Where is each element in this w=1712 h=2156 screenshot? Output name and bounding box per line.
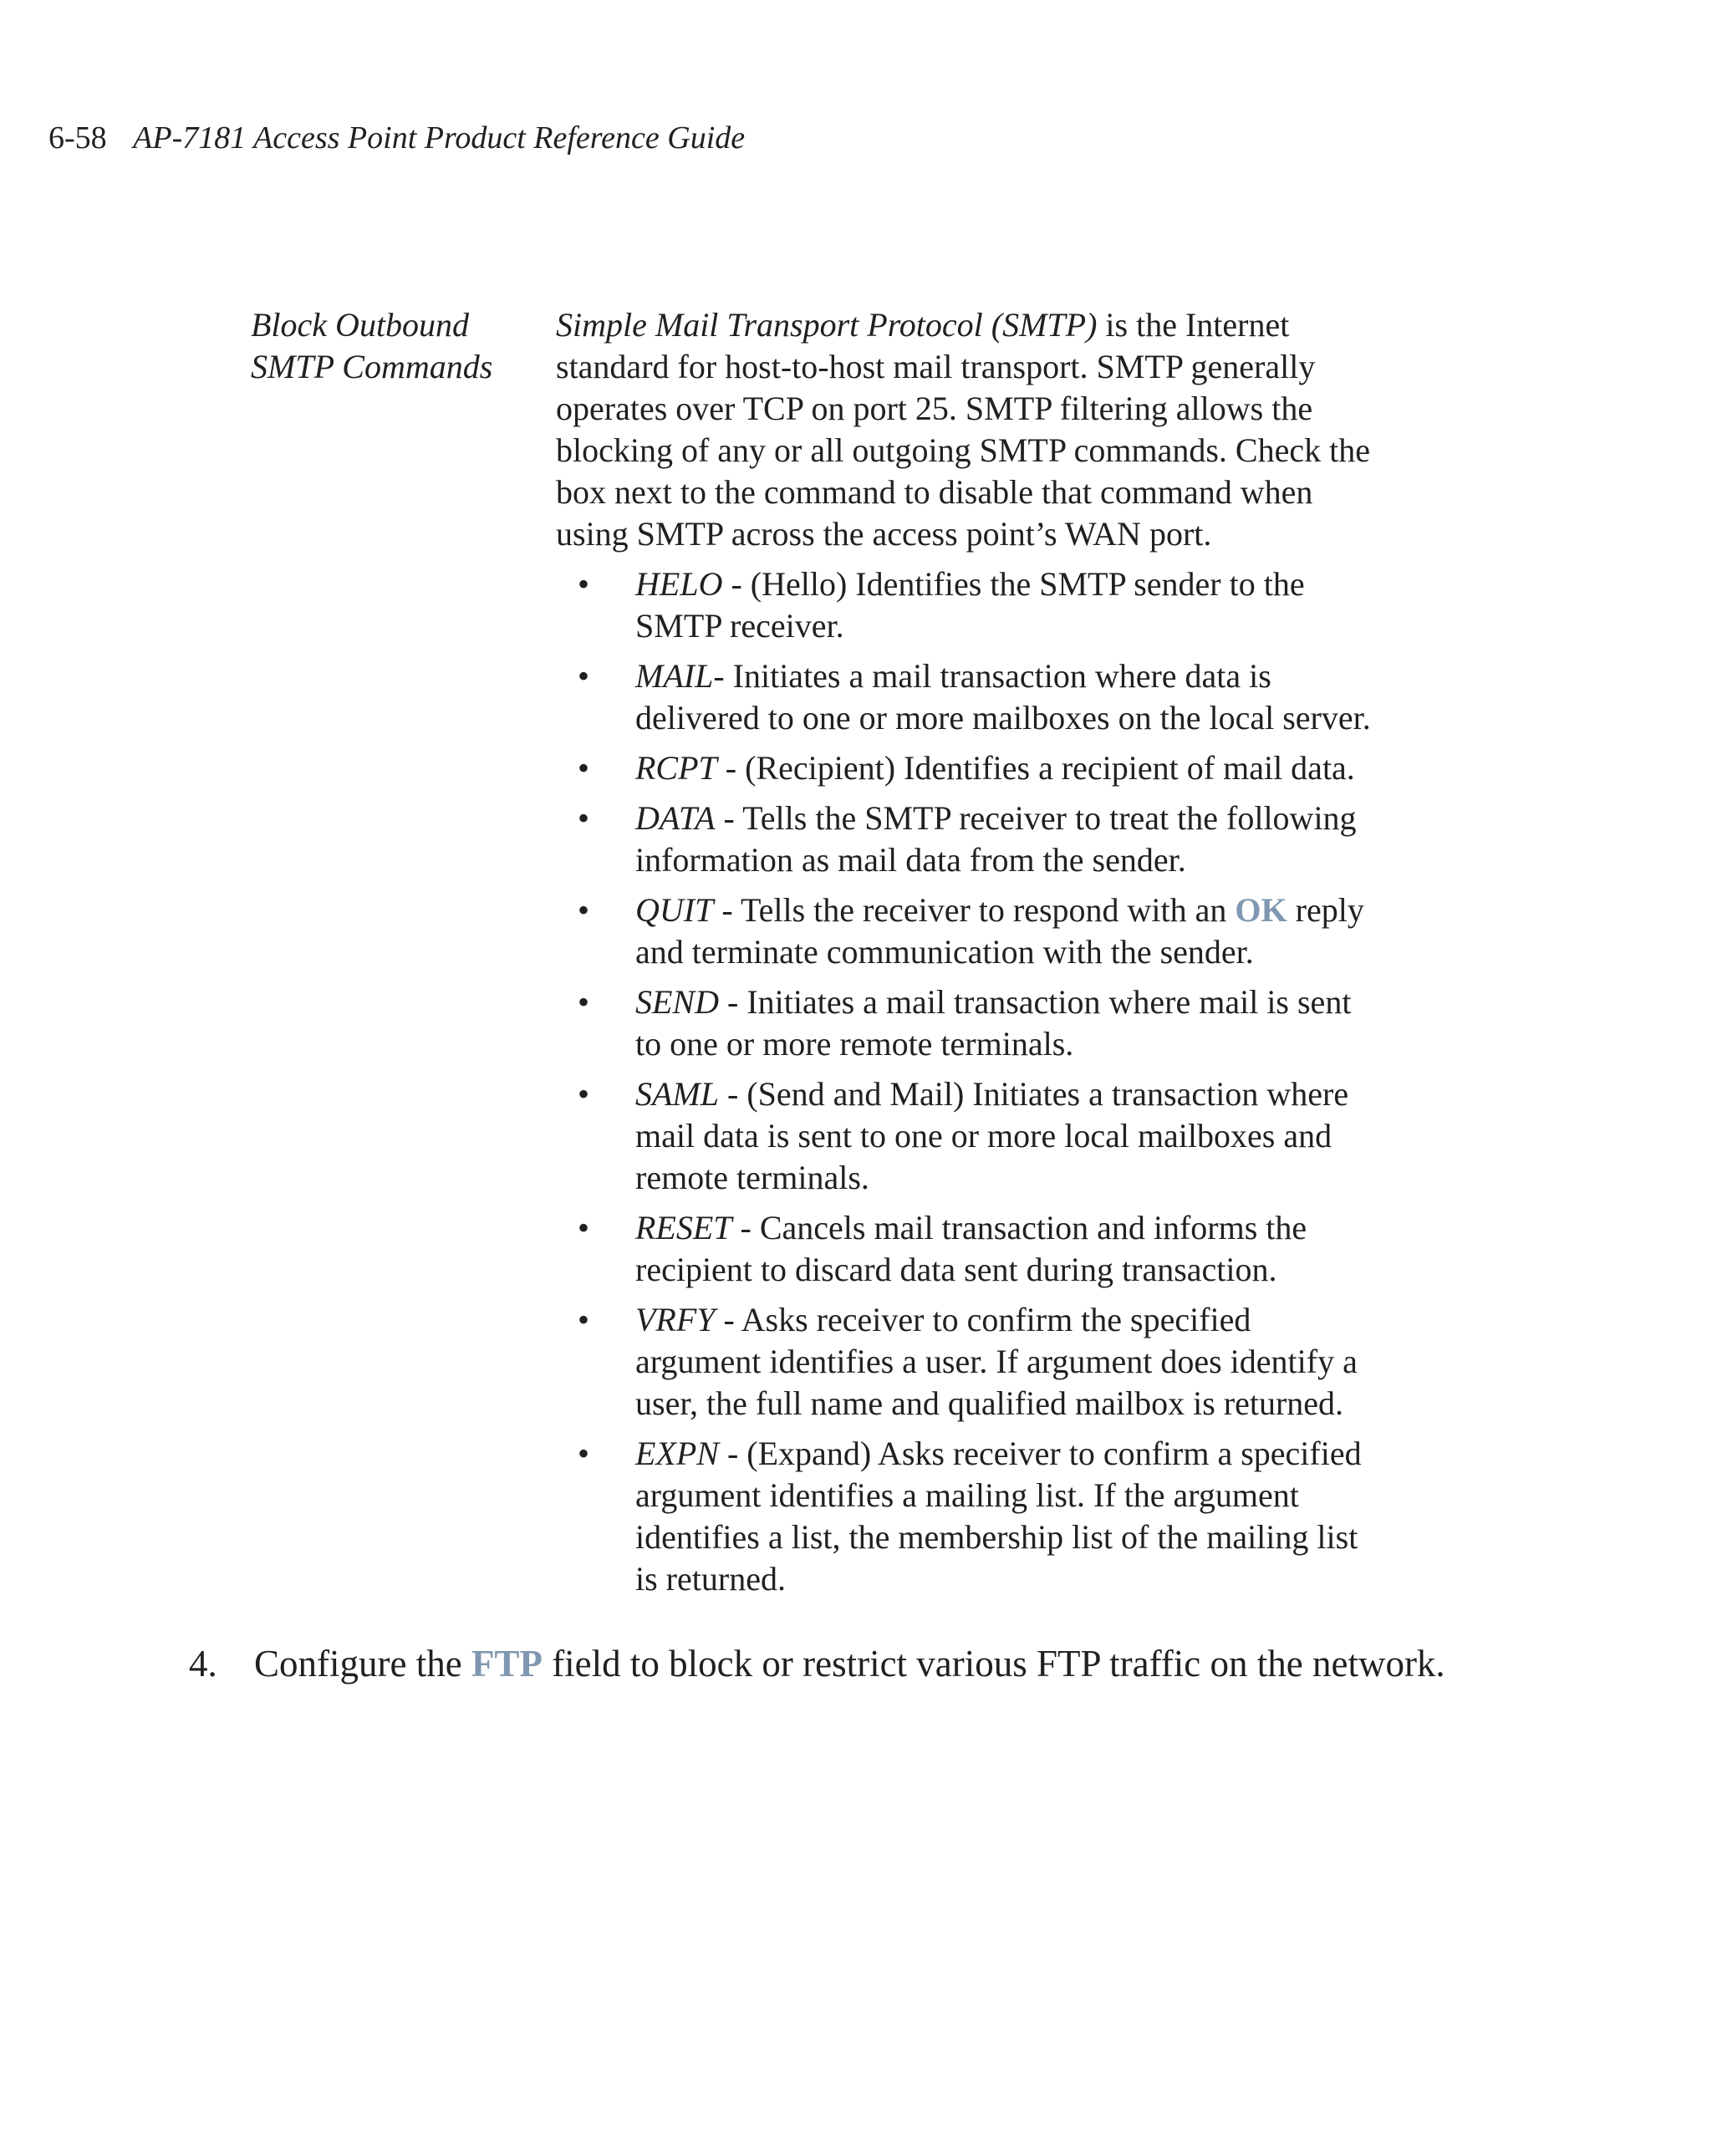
- command-name: RESET: [635, 1209, 732, 1246]
- command-first-line: [635, 1073, 1425, 1115]
- command-first-line: [635, 798, 1425, 839]
- command-description-line: argument identifies a mailing list. If the argument: [635, 1476, 1299, 1514]
- field-label: [251, 304, 535, 388]
- smtp-command-item: [556, 655, 1425, 739]
- field-label-line: Block Outbound: [251, 306, 470, 344]
- command-description-line: delivered to one or more mailboxes on the local server.: [635, 699, 1371, 737]
- command-name: SAML: [635, 1075, 719, 1113]
- command-description-line: argument identifies a user. If argument does identify a: [635, 1343, 1358, 1380]
- command-description-line: user, the full name and qualified mailbox is returned.: [635, 1384, 1344, 1422]
- smtp-command-item: [556, 1299, 1425, 1425]
- ok-reply-term: OK: [1235, 891, 1287, 929]
- command-first-line: [635, 889, 1425, 931]
- command-name: DATA: [635, 799, 716, 837]
- command-description-line: recipient to discard data sent during transaction.: [635, 1251, 1277, 1288]
- bullet-icon: •: [578, 1435, 590, 1472]
- smtp-command-item: [556, 563, 1425, 647]
- guide-title: AP-7181 Access Point Product Reference Guide: [133, 120, 746, 155]
- bullet-icon: •: [578, 749, 590, 787]
- command-first-line: [635, 747, 1425, 789]
- command-description: - Tells the receiver to respond with an: [713, 891, 1236, 929]
- step-text-before: Configure the: [254, 1643, 471, 1685]
- bullet-icon: •: [578, 565, 590, 603]
- bullet-icon: •: [578, 657, 590, 695]
- smtp-command-item: [556, 1433, 1425, 1600]
- command-description-line: and terminate communication with the sender.: [635, 933, 1254, 971]
- bullet-icon: •: [578, 799, 590, 837]
- command-description-line: is returned.: [635, 1560, 786, 1598]
- bullet-icon: •: [578, 891, 590, 929]
- field-label-line: SMTP Commands: [251, 348, 493, 385]
- command-description: - Asks receiver to confirm the specified: [715, 1301, 1251, 1338]
- intro-line: standard for host-to-host mail transport. SMTP generally: [556, 348, 1316, 385]
- smtp-command-item: [556, 1207, 1425, 1291]
- intro-line: operates over TCP on port 25. SMTP filtering allows the: [556, 390, 1313, 427]
- command-first-line: [635, 981, 1425, 1023]
- ftp-field-name: FTP: [471, 1643, 543, 1685]
- smtp-command-item: [556, 798, 1425, 881]
- command-name: SEND: [635, 983, 719, 1021]
- command-description-line: to one or more remote terminals.: [635, 1025, 1074, 1063]
- bullet-icon: •: [578, 1301, 590, 1338]
- command-first-line: [635, 1207, 1425, 1249]
- page-number: 6-58: [48, 120, 107, 155]
- step-text-after: field to block or restrict various FTP traffic on the network.: [542, 1643, 1445, 1685]
- smtp-command-list: [556, 563, 1425, 1600]
- page-header: [48, 117, 745, 159]
- command-name: QUIT: [635, 891, 714, 929]
- command-description: reply: [1287, 891, 1364, 929]
- command-description-line: identifies a list, the membership list of the mailing list: [635, 1518, 1358, 1556]
- command-description-line: SMTP receiver.: [635, 607, 844, 645]
- intro-paragraph: [556, 304, 1425, 555]
- command-description-line: information as mail data from the sender.: [635, 841, 1186, 879]
- command-name: RCPT: [635, 749, 717, 787]
- command-description-line: mail data is sent to one or more local mailboxes and: [635, 1117, 1332, 1154]
- command-description: - (Hello) Identifies the SMTP sender to the: [722, 565, 1305, 603]
- bullet-icon: •: [578, 1209, 590, 1246]
- intro-line: blocking of any or all outgoing SMTP commands. Check the: [556, 431, 1370, 469]
- command-description: - (Recipient) Identifies a recipient of mail data.: [716, 749, 1355, 787]
- command-first-line: [635, 655, 1425, 697]
- smtp-command-item: [556, 1073, 1425, 1199]
- command-name: HELO: [635, 565, 723, 603]
- protocol-term: Simple Mail Transport Protocol (SMTP): [556, 306, 1098, 344]
- bullet-icon: •: [578, 1075, 590, 1113]
- intro-line: Simple Mail Transport Protocol (SMTP) is the Internet: [556, 306, 1290, 344]
- intro-line: using SMTP across the access point’s WAN port.: [556, 515, 1212, 553]
- step-number: 4.: [189, 1643, 217, 1685]
- command-description: - Initiates a mail transaction where mail is sent: [719, 983, 1352, 1021]
- command-first-line: [635, 1299, 1425, 1341]
- command-description: - Tells the SMTP receiver to treat the following: [715, 799, 1357, 837]
- intro-line: box next to the command to disable that command when: [556, 473, 1313, 511]
- command-description: - (Expand) Asks receiver to confirm a specified: [718, 1435, 1362, 1472]
- command-description: - (Send and Mail) Initiates a transaction where: [719, 1075, 1349, 1113]
- command-name: MAIL: [635, 657, 714, 695]
- field-description: [556, 304, 1425, 1608]
- step-4: [189, 1640, 1445, 1687]
- smtp-command-item: [556, 747, 1425, 789]
- smtp-command-item: [556, 981, 1425, 1065]
- command-description: - Initiates a mail transaction where data is: [713, 657, 1271, 695]
- command-name: VRFY: [635, 1301, 716, 1338]
- command-name: EXPN: [635, 1435, 719, 1472]
- command-description: - Cancels mail transaction and informs the: [731, 1209, 1307, 1246]
- bullet-icon: •: [578, 983, 590, 1021]
- command-first-line: [635, 1433, 1425, 1475]
- command-description-line: remote terminals.: [635, 1159, 869, 1196]
- command-first-line: [635, 563, 1425, 605]
- smtp-command-item: [556, 889, 1425, 973]
